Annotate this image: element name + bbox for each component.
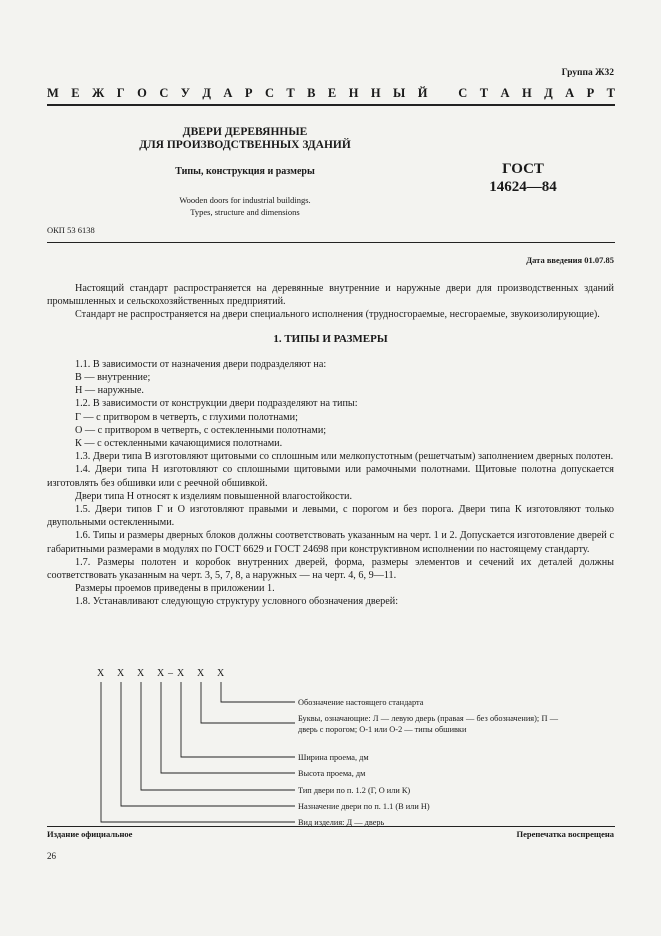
banner-letter: Н	[348, 86, 359, 100]
designation-structure-diagram	[90, 668, 610, 828]
designation-label: Буквы, означающие: Л — левую дверь (правая — без обозначения); П — дверь с порогом; О-1 или О-2 — типы обшивки	[298, 714, 558, 734]
designation-mark: X	[117, 668, 125, 679]
leader-line	[221, 682, 295, 702]
clause: Двери типа Н относят к изделиям повышенной влагостойкости.	[75, 490, 353, 502]
designation-label: Ширина проема, дм	[298, 753, 369, 762]
gost-code: 14624—84	[489, 179, 557, 195]
gost-label: ГОСТ	[502, 161, 544, 177]
okp-rule	[47, 242, 615, 243]
designation-label: Тип двери по п. 1.2 (Г, О или К)	[298, 786, 411, 795]
banner-letter: М	[47, 86, 59, 100]
banner-letter: С	[264, 86, 274, 100]
banner-letter: Р	[244, 86, 253, 100]
paragraph: Стандарт не распространяется на двери специального исполнения (трудносгораемые, несгораемые, звукоизолирующие).	[75, 309, 600, 321]
designation-label: Высота проема, дм	[298, 769, 366, 778]
designation-mark: X	[217, 668, 225, 679]
introduction-date: Дата введения 01.07.85	[526, 255, 614, 265]
banner-gap	[440, 86, 446, 101]
document-title	[120, 126, 370, 152]
page-number: 26	[47, 851, 56, 861]
banner-letter: Т	[286, 86, 295, 100]
list-item: В — внутренние;	[75, 372, 151, 384]
english-title	[120, 194, 370, 218]
banner-letter: А	[223, 86, 233, 100]
list-item: Н — наружные.	[75, 385, 144, 397]
banner-letter: А	[500, 86, 510, 100]
clause: 1.7. Размеры полотен и коробок внутренних дверей, форма, размеры элементов и сечений их деталей должны соответствовать указанным на черт. 3, 5, 7, 8, а наружных — на черт. 4, 6, 9—11.	[47, 556, 614, 582]
leader-line	[101, 682, 295, 822]
banner-letter: Н	[370, 86, 381, 100]
banner-letter: С	[458, 86, 468, 100]
reprint-prohibited: Перепечатка воспрещена	[516, 829, 614, 839]
gost-number	[468, 160, 578, 196]
clause: 1.3. Двери типа В изготовляют щитовыми со сплошным или мелкопустотным (решетчатым) заполнением дверных полотен.	[75, 451, 614, 463]
banner-letter: Й	[417, 86, 428, 100]
footer-rule	[47, 826, 615, 827]
document-subtitle: Типы, конструкция и размеры	[175, 166, 315, 177]
banner-letter: В	[307, 86, 316, 100]
banner-letter: Н	[521, 86, 532, 100]
list-item: О — с притвором в четверть, с остекленными полотнами;	[75, 424, 327, 436]
banner-letter: С	[159, 86, 169, 100]
standard-banner	[47, 86, 615, 101]
english-title-line-2: Types, structure and dimensions	[190, 207, 300, 217]
clause: 1.2. В зависимости от конструкции двери подразделяют на типы:	[75, 398, 358, 410]
english-title-line-1: Wooden doors for industrial buildings.	[179, 195, 311, 205]
designation-label: Вид изделия: Д — дверь	[298, 818, 385, 827]
designation-mark: X	[197, 668, 205, 679]
list-item: К — с остекленными качающимися полотнами.	[75, 438, 283, 450]
banner-letter: О	[137, 86, 147, 100]
designation-label: Назначение двери по п. 1.1 (В или Н)	[298, 802, 430, 811]
banner-letter: Д	[202, 86, 211, 100]
banner-letter: Ы	[393, 86, 406, 100]
section-heading: 1. ТИПЫ И РАЗМЕРЫ	[273, 332, 388, 345]
title-line-2: ДЛЯ ПРОИЗВОДСТВЕННЫХ ЗДАНИЙ	[139, 139, 351, 151]
document-body	[47, 282, 614, 609]
designation-mark: X	[177, 668, 185, 679]
paragraph: Настоящий стандарт распространяется на деревянные внутренние и наружные двери для производственных зданий промышленных и сельскохозяйственных предприятий.	[47, 283, 614, 308]
designation-dash: –	[168, 668, 173, 679]
clause: 1.5. Двери типов Г и О изготовляют правыми и левыми, с порогом и без порога. Двери типа К изготовляют только двупольными остекленными.	[47, 504, 614, 529]
banner-letter: Ж	[92, 86, 105, 100]
banner-letter: Е	[71, 86, 80, 100]
okp-code: ОКП 53 6138	[47, 225, 95, 235]
leader-line	[201, 682, 295, 723]
list-item: Г — с притвором в четверть, с глухими полотнами;	[75, 411, 298, 423]
banner-letter: Т	[479, 86, 489, 100]
designation-label: Обозначение настоящего стандарта	[298, 698, 424, 707]
leader-line	[121, 682, 295, 806]
clause: 1.4. Двери типа Н изготовляют со сплошными щитовыми или рамочными полотнами. Щитовые полотна допускается изготовлять без обшивки или с реечной обшивкой.	[47, 464, 614, 489]
leader-line	[181, 682, 295, 757]
banner-letter: А	[565, 86, 575, 100]
banner-letter: Т	[606, 86, 615, 100]
clause: 1.6. Типы и размеры дверных блоков должны соответствовать указанным на черт. 1 и 2. Допускается изготовление дверей с габаритными размерами в модулях по ГОСТ 6629 и ГОСТ 24698 при конструктивном исполнении по настоящему стандарту.	[47, 530, 614, 555]
designation-mark: X	[137, 668, 145, 679]
clause: 1.8. Устанавливают следующую структуру условного обозначения дверей:	[75, 596, 399, 608]
official-edition: Издание официальное	[47, 829, 133, 839]
banner-letter: У	[180, 86, 190, 100]
header-rule	[47, 104, 615, 106]
title-line-1: ДВЕРИ ДЕРЕВЯННЫЕ	[182, 126, 308, 138]
clause: Размеры проемов приведены в приложении 1.	[75, 583, 275, 595]
banner-letter: Р	[586, 86, 595, 100]
group-code: Группа Ж32	[561, 68, 614, 78]
leader-line	[141, 682, 295, 790]
banner-letter: Г	[116, 86, 125, 100]
banner-letter: Д	[544, 86, 553, 100]
clause: 1.1. В зависимости от назначения двери подразделяют на:	[75, 358, 327, 370]
designation-mark: X	[157, 668, 165, 679]
designation-mark: X	[97, 668, 105, 679]
banner-letter: Е	[327, 86, 337, 100]
